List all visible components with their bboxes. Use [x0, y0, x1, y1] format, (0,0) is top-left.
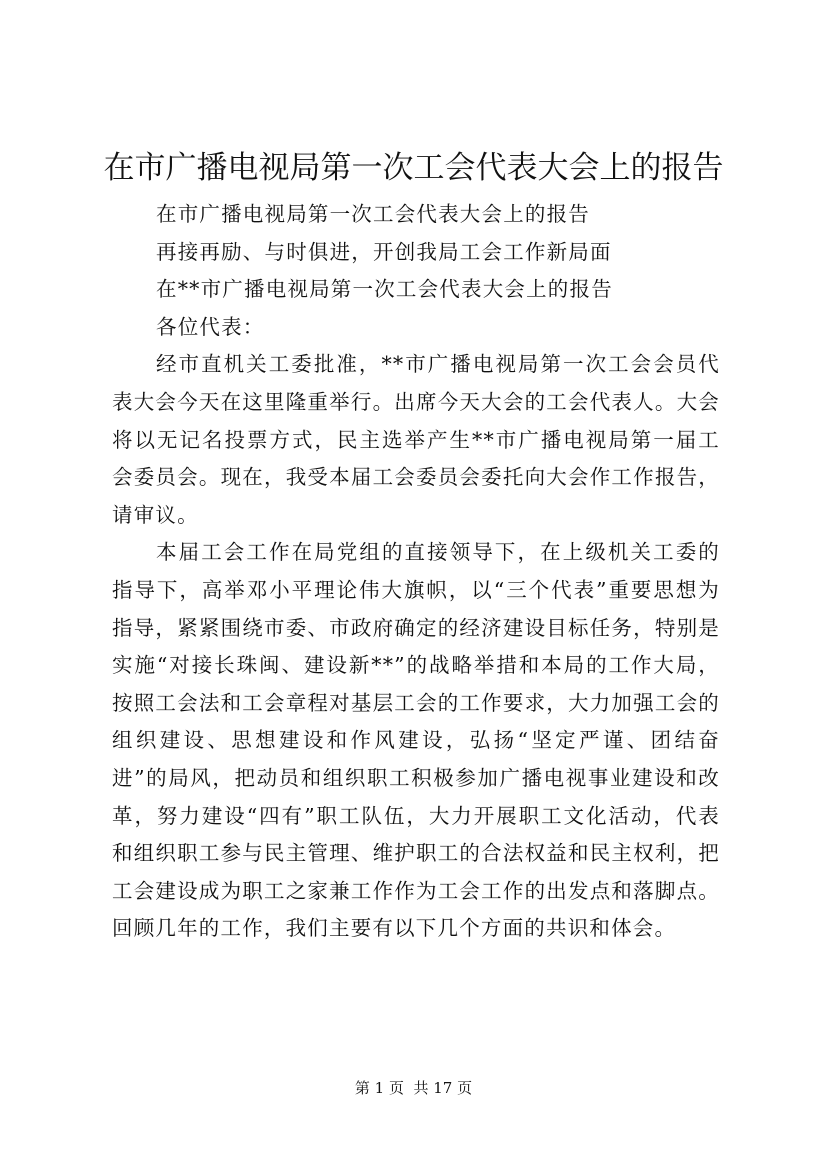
- document-title: 在市广播电视局第一次工会代表大会上的报告: [103, 150, 724, 186]
- body-paragraph: 经市直机关工委批准，**市广播电视局第一次工会会员代表大会今天在这里隆重举行。出席今天大会的工会代表人。大会将以无记名投票方式，民主选举产生**市广播电视局第一届工会委员会。现在，我受本届工会委员会委托向大会作工作报告，请审议。: [112, 352, 720, 527]
- page-footer: [0, 1078, 827, 1098]
- page-number: 第 1 页 共 17 页: [354, 1079, 473, 1097]
- body-paragraph: 本届工会工作在局党组的直接领导下，在上级机关工委的指导下，高举邓小平理论伟大旗帜，以“三个代表”重要思想为指导，紧紧围绕市委、市政府确定的经济建设目标任务，特别是实施“对接长珠闽、建设新**”的战略举措和本局的工作大局，按照工会法和工会章程对基层工会的工作要求，大力加强工会的组织建设、思想建设和作风建设，弘扬“坚定严谨、团结奋进”的局风，把动员和组织职工积极参加广播电视事业建设和改革，努力建设“四有”职工队伍，大力开展职工文化活动，代表和组织职工参与民主管理、维护职工的合法权益和民主权利，把工会建设成为职工之家兼工作作为工会工作的出发点和落脚点。回顾几年的工作，我们主要有以下几个方面的共识和体会。: [112, 540, 720, 941]
- subtitle-line: 在**市广播电视局第一次工会代表大会上的报告: [156, 277, 613, 302]
- salutation: 各位代表：: [156, 314, 265, 339]
- subtitle-line: 再接再励、与时俱进，开创我局工会工作新局面: [156, 239, 612, 264]
- document-body: [112, 196, 720, 948]
- subtitle-line: 在市广播电视局第一次工会代表大会上的报告: [156, 202, 590, 226]
